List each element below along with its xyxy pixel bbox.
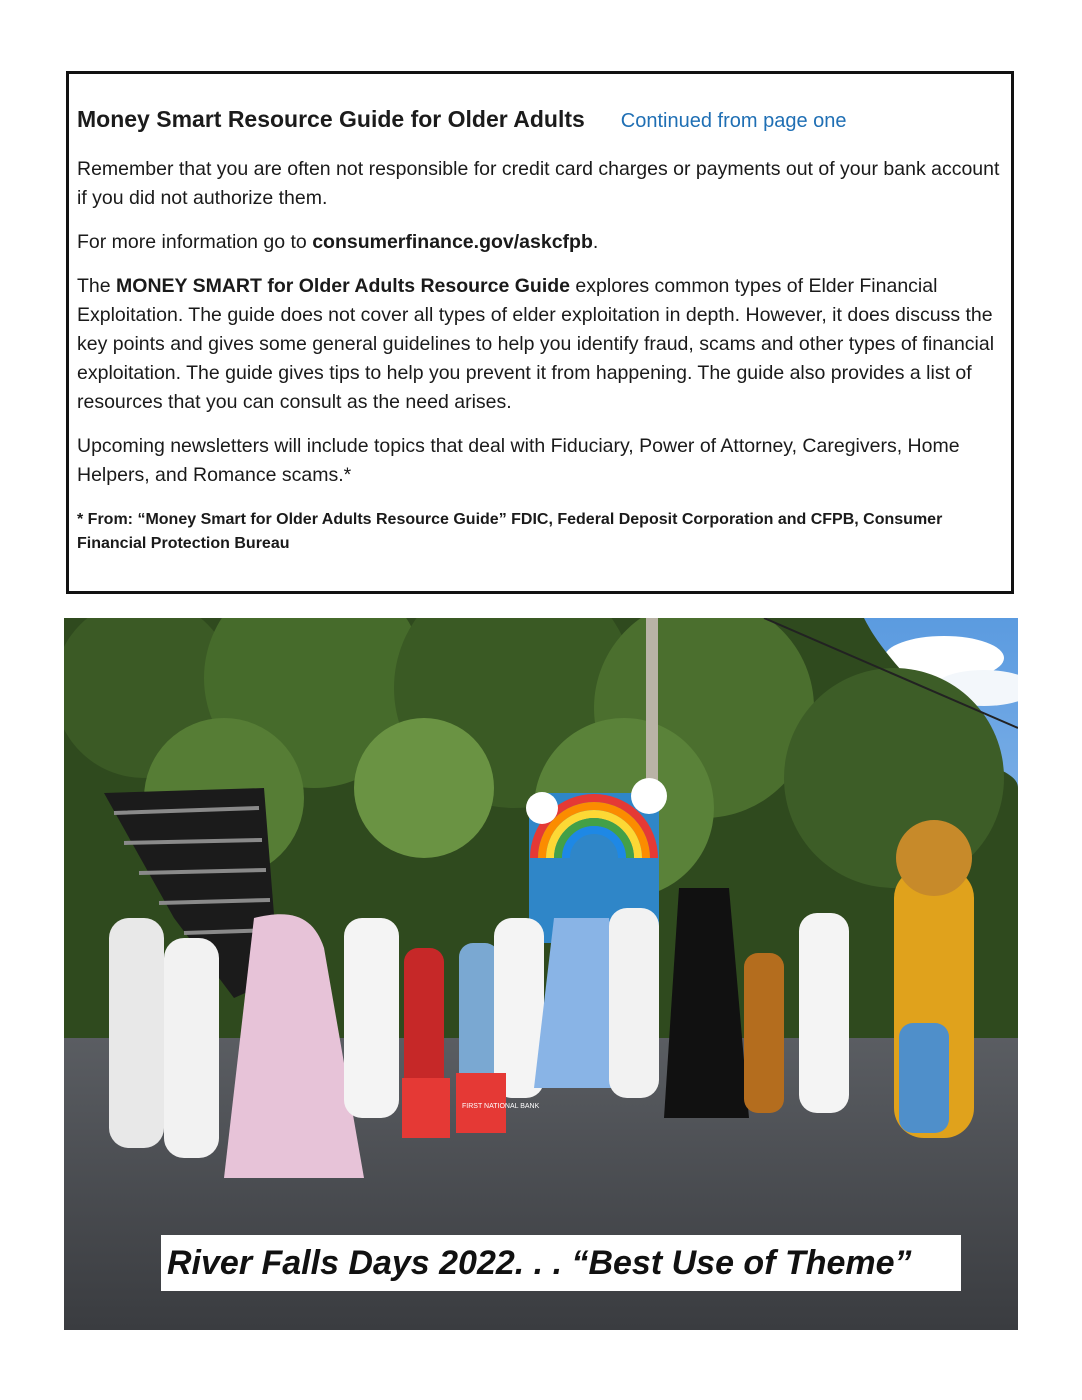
parade-photo [64, 618, 1018, 1330]
cfpb-link[interactable]: consumerfinance.gov/askcfpb [312, 231, 593, 253]
paragraph-more-info [77, 228, 1005, 257]
more-info-suffix: . [592, 231, 599, 253]
photo-caption: River Falls Days 2022. . . “Best Use of Theme” [161, 1235, 961, 1291]
continued-note: Continued from page one [620, 110, 847, 132]
footnote: * From: “Money Smart for Older Adults Resource Guide” FDIC, Federal Deposit Corporation and CFPB, Consumer Financial Protection Bureau [77, 511, 943, 552]
guide-description: explores common types of Elder Financial Exploitation. The guide does not cover all types of elder exploitation in depth. However, it does discuss the key points and gives some general guidelines to help you identify fraud, scams and other types of financial exploitation. The guide gives tips to help you prevent it from happening. The guide also provides a list of resources that you can consult as the need arises. [77, 275, 995, 413]
more-info-text: For more information go to [77, 231, 313, 253]
paragraph-guide-description [77, 272, 1005, 417]
article-header [77, 106, 1005, 133]
guide-prefix: The [77, 275, 117, 297]
paragraph-responsibility: Remember that you are often not responsible for credit card charges or payments out of your bank account if you did not authorize them. [77, 158, 1000, 209]
paragraph-upcoming: Upcoming newsletters will include topics that deal with Fiduciary, Power of Attorney, Caregivers, Home Helpers, and Romance scams.* [77, 435, 960, 486]
parade-scene [64, 618, 1018, 1330]
bag-label: FIRST NATIONAL BANK [462, 1103, 540, 1110]
guide-name: MONEY SMART for Older Adults Resource Guide [116, 275, 571, 297]
article-title: Money Smart Resource Guide for Older Adults [77, 106, 585, 132]
article-box [66, 71, 1014, 594]
utility-pole [646, 618, 658, 798]
